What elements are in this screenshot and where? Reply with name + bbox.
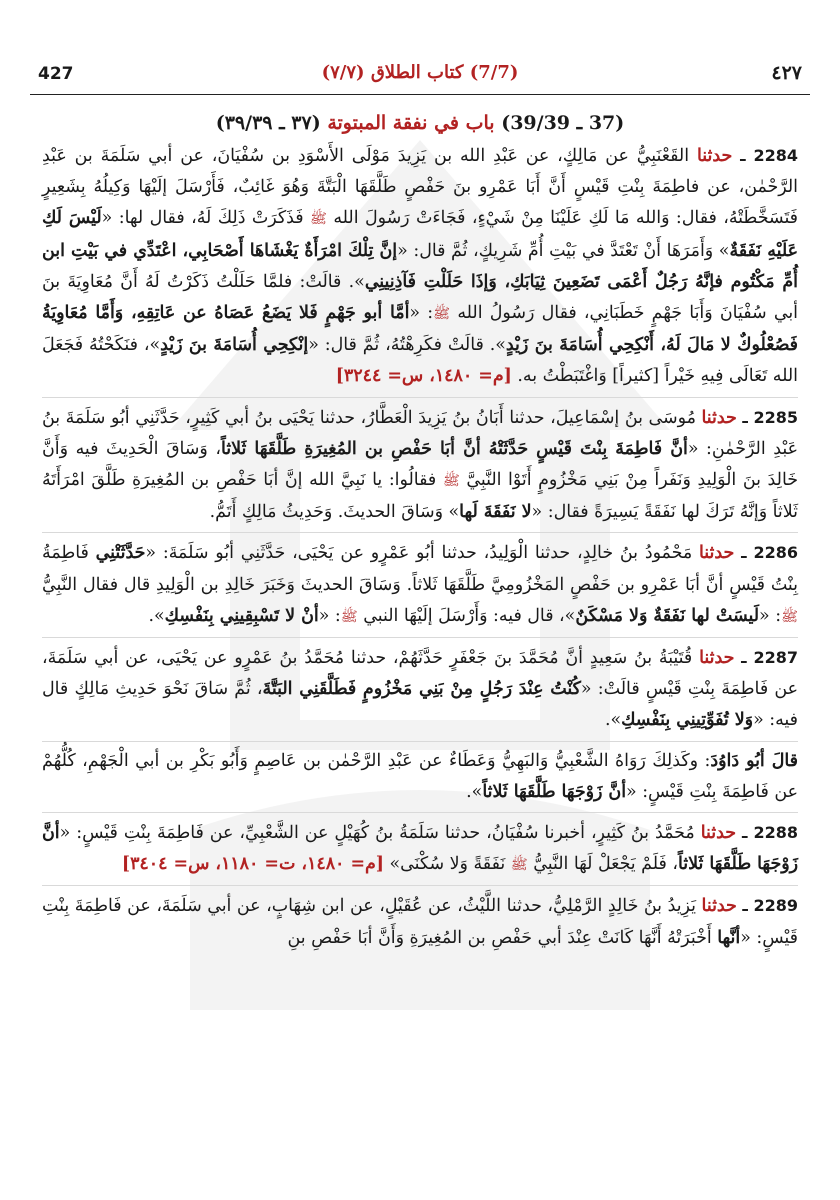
- prophetic-quote: أنْ لا تَسْبِقِينِي بِنَفْسِكِ: [164, 605, 319, 626]
- prophetic-quote: لا نَفَقَةَ لَها: [459, 502, 532, 523]
- hadith-2286: [42, 537, 798, 633]
- hadith-text: فقالُوا: يا نَبِيَّ الله إنَّ أبَا حَفْصِ بن المُغِيرَةِ طَلَّقَ امْرَأَتَهُ ثَلاثاً وَإنَّهُ تَرَكَ لها نَفَقَةً يَسِيرَةً فقال: «: [42, 470, 798, 523]
- prophetic-quote: أنَّ فَاطِمَةَ بِنْتَ قَيْسٍ حَدَّثَتْهُ أنَّ أبَا حَفْصِ بن المُغِيرَةِ طَلَّقَهَا ثَلاثاً: [220, 438, 688, 459]
- salutation-glyph: ﷺ: [442, 473, 460, 490]
- salutation-glyph: ﷺ: [510, 857, 528, 874]
- quote-text: أنَّها: [717, 927, 741, 948]
- hadith-text: قُتَيْبَةُ بنُ سَعِيدٍ أنَّ مُحَمَّدَ بنَ جَعْفَرٍ حَدَّثَهُمْ، حدثنا مُحَمَّدُ بنُ عَمْرٍو عن يَحْيَى، عن أبي سَلَمَةَ، عن فَاطِمَةَ بِنْتِ قَيْسٍ قالَتْ: «: [42, 648, 798, 700]
- hadith-text: فَذَكَرَتْ ذَلِكَ لَهُ، فقال لها: «: [101, 208, 310, 229]
- cross-reference: [م= ١٤٨٠، س= ٣٢٤٤]: [335, 366, 512, 387]
- hadith-number: 2288 ـ: [741, 823, 798, 843]
- hadith-text: القَعْنَبِيُّ عن مَالِكٍ، عن عَبْدِ الله بن يَزِيدَ مَوْلَى الأَسْوَدِ بن سُفْيَانَ، عن أبي سَلَمَةَ بن عَبْدِ الرَّحْمٰن، عن فاطِمَةَ بِنْتِ قَيْسٍ أَنَّ أَبَا عَمْرِو بنَ حَفْصٍ طَلَّقَهَا الْبَتَّةَ وَهُوَ غَائِبٌ، فَأَرْسَلَ إلَيْهَا وَكِيلُهُ بِشَعِيرٍ فَتَسَخَّطَتْهُ، فقال: وَالله مَا لَكِ عَلَيْنَا مِنْ شَيْءٍ، فَجَاءَتْ رَسُولَ الله: [42, 146, 798, 229]
- haddathana-label: حدثنا: [701, 407, 737, 428]
- hadith-text: ».: [148, 605, 165, 626]
- separator: [42, 741, 798, 743]
- hadith-text: يَزِيدُ بنُ خَالِدٍ الرَّمْلِيُّ، حدثنا اللَّيْثُ، عن عُقَيْلٍ، عن ابن شِهَابٍ، عن أبي سَلَمَةَ، عن فَاطِمَةَ بِنْتِ قَيْسٍ: «: [42, 896, 798, 948]
- haddathana-label: حدثنا: [696, 146, 733, 166]
- separator: [42, 532, 798, 534]
- hadith-text: ». قالَتْ فكَرِهْتُهُ، ثُمَّ قال: «: [308, 335, 506, 356]
- prophetic-quote: لَيْسَ لَكِ عَلَيْهِ نَفَقَةٌ: [42, 208, 799, 261]
- hadith-number: 2289 ـ: [742, 896, 799, 916]
- hadith-text: ». قالَتْ: فلمَّا حَلَلْتُ ذَكَرْتُ لَهُ أَنَّ مُعَاوِيَةَ بنَ أبي سُفْيَانَ وَأَبَا جَهْمٍ خَطَبَانِي، فقال رَسُولُ الله: [42, 271, 798, 324]
- quote-text: أنَّ زَوْجَهَا طَلَّقَهَا ثَلاثاً: [42, 823, 798, 875]
- salutation-glyph: ﷺ: [310, 211, 327, 228]
- haddathana-label: حدثنا: [699, 648, 735, 669]
- haddathana-label: حدثنا: [701, 896, 737, 917]
- hadith-2284: [42, 140, 798, 393]
- hadith-text: » وَسَاقَ الحديثَ. وَحَدِيثُ مَالِكٍ أَتَمُّ.: [209, 502, 460, 523]
- abu-dawud-note: [42, 746, 798, 808]
- prophetic-quote: كُنْتُ عِنْدَ رَجُلٍ مِنْ بَنِي مَخْزُومٍ فَطَلَّقَنِي البَتَّةَ: [262, 679, 581, 700]
- hadith-number: 2284 ـ: [740, 146, 799, 165]
- chapter-number-latin: (37 ـ 39/39): [501, 112, 625, 134]
- hadith-text: »، فنَكَحْتُهُ فَجَعَلَ الله تَعَالَى فِيهِ خَيْراً [كثيراً] وَاغْتَبَطْتُ به.: [42, 335, 798, 387]
- salutation-glyph: ﷺ: [433, 306, 451, 323]
- haddathana-label: حدثنا: [700, 823, 736, 844]
- hadith-text: : «: [318, 605, 341, 626]
- hadith-text: مُحَمَّدُ بنُ كَثِيرٍ، أخبرنا سُفْيَانُ، حدثنا سَلَمَةُ بنُ كُهَيْلٍ عن الشَّعْبِيِّ، عن فَاطِمَةَ بِنْتِ قَيْسٍ: «: [59, 823, 701, 844]
- separator: [42, 397, 798, 399]
- cross-reference: [م= ١٤٨٠، ت= ١١٨٠، س= ٣٤٠٤]: [121, 854, 385, 875]
- hadith-2288: [42, 817, 798, 881]
- hadith-2287: [42, 642, 798, 737]
- running-header: [30, 58, 810, 98]
- prophetic-quote: أمَّا أبو جَهْمٍ فَلا يَضَعُ عَصَاهُ عن عَاتِقِهِ، وَأَمَّا مُعَاوِيَةُ فَصُعْلُوكٌ لا مَالَ لَهُ، أَنْكِحِي أُسَامَةَ بنَ زَيْدٍ: [42, 303, 798, 356]
- running-title: (7/7) كتاب الطلاق (٧/٧): [321, 62, 519, 83]
- hadith-text: : «: [409, 303, 434, 324]
- separator: [42, 637, 798, 639]
- hadith-text: : «: [759, 605, 782, 626]
- page-number-latin: 427: [38, 64, 74, 84]
- hadith-text: ، ثُمَّ سَاقَ نَحْوَ حَدِيثِ مَالِكٍ قال فيه: «: [42, 679, 798, 731]
- hadith-text: ».: [604, 710, 622, 731]
- salutation-glyph: ﷺ: [340, 608, 358, 625]
- chapter-number-arabic: (٣٧ ـ ٣٩/٣٩): [215, 112, 321, 134]
- page-body: [42, 112, 798, 957]
- hadith-text: فَاطِمَةُ بِنْتُ قَيْسٍ أنَّ أبَا عَمْرِو بن حَفْصٍ المَخْزُومِيَّ طَلَّقَهَا ثَلاثاً. وَسَاقَ الحديثَ وَخَبَرَ خَالِدِ بن الْوَلِيدِ قال فقال النَّبِيُّ: [42, 543, 798, 595]
- hadith-2285: [42, 402, 798, 529]
- hadith-text: ، وَسَاقَ الْحَدِيثَ فيه وَأَنَّ خَالِدَ بنَ الْوَلِيدِ وَنَفَراً مِنْ بَنِي مَخْزُومٍ أَتَوْا النَّبِيَّ: [42, 438, 799, 491]
- hadith-text: »، قال فيه: وَأَرْسَلَ إلَيْهَا النبي: [357, 605, 576, 626]
- abu-dawud-label: قالَ أبُو دَاوُدَ: [710, 750, 798, 771]
- hadith-text: ، فَلَمْ يَجْعَلْ لَهَا النَّبِيُّ: [527, 854, 678, 875]
- hadith-text: أَخْبَرَتْهُ أَنَّهَا كَانَتْ عِنْدَ أبي حَفْصِ بن المُغِيرَةِ وَأَنَّ أبَا حَفْصِ بنِ: [287, 927, 718, 948]
- prophetic-quote: حَدَّثَتْنِي: [95, 543, 146, 564]
- hadith-text: » وَأَمَرَهَا أَنْ تَعْتَدَّ في بَيْتِ أُمِّ شَرِيكٍ، ثُمَّ قال: «: [397, 240, 730, 261]
- chapter-title: باب في نفقة المبتوتة: [327, 112, 495, 134]
- prophetic-quote: إنَّ تِلْكَ امْرَأَةٌ يَغْشَاهَا أَصْحَابِي، اعْتَدِّي في بَيْتِ ابن أُمِّ مَكْتُوم فإنَّهُ رَجُلٌ أَعْمَى تَضَعِينَ ثِيَابَكِ، وَإذَا حَلَلْتِ فَآذِنِينِي: [42, 240, 798, 292]
- salutation-glyph: ﷺ: [781, 608, 798, 625]
- chapter-heading: [42, 112, 798, 134]
- prophetic-quote: إنْكِحِي أُسَامَةَ بنَ زَيْدٍ: [160, 335, 309, 356]
- note-text: : وكَذلِكَ رَوَاهُ الشَّعْبِيُّ وَالبَهِيُّ وَعَطَاءٌ عن عَبْدِ الرَّحْمٰن بن عَاصِمٍ وَأَبُو بَكْرِ بن أبي الْجَهْمِ، كُلُّهُمْ عن فَاطِمَةَ بِنْتِ قَيْسٍ: «: [42, 750, 798, 802]
- hadith-text: نَفَقَةً وَلا سُكْنَى»: [384, 854, 511, 875]
- prophetic-quote: لَيسَتْ لها نَفَقَةٌ وَلا مَسْكَنٌ: [575, 605, 760, 626]
- hadith-text: مُوسَى بنُ إسْمَاعِيلَ، حدثنا أَبَانُ بنُ يَزِيدَ الْعَطَّارُ، حدثنا يَحْيَى بنُ أبي كَثِيرٍ، حَدَّثَنِي أبُو سَلَمَةَ بنُ عَبْدِ الرَّحْمٰنِ: «: [42, 407, 798, 459]
- haddathana-label: حدثنا: [699, 543, 735, 564]
- prophetic-quote: وَلا تُفَوِّتِينِي بِنَفْسِكِ: [621, 710, 754, 731]
- hadith-number: 2285 ـ: [742, 407, 799, 427]
- header-rule: [30, 94, 810, 95]
- hadith-2289: [42, 890, 798, 953]
- note-text: ».: [466, 781, 483, 802]
- quote-text: أنَّ زَوْجَهَا طَلَّقَهَا ثَلاثاً: [482, 781, 627, 802]
- hadith-number: 2286 ـ: [741, 543, 798, 563]
- hadith-number: 2287 ـ: [741, 648, 798, 668]
- hadith-text: مَحْمُودُ بنُ خالِدٍ، حدثنا الْوَلِيدُ، حدثنا أبُو عَمْرٍو عن يَحْيَى، حَدَّثَنِي أبُو سَلَمَةَ: «: [145, 543, 699, 564]
- separator: [42, 885, 798, 887]
- separator: [42, 812, 798, 814]
- page-number-arabic: ٤٢٧: [771, 62, 802, 84]
